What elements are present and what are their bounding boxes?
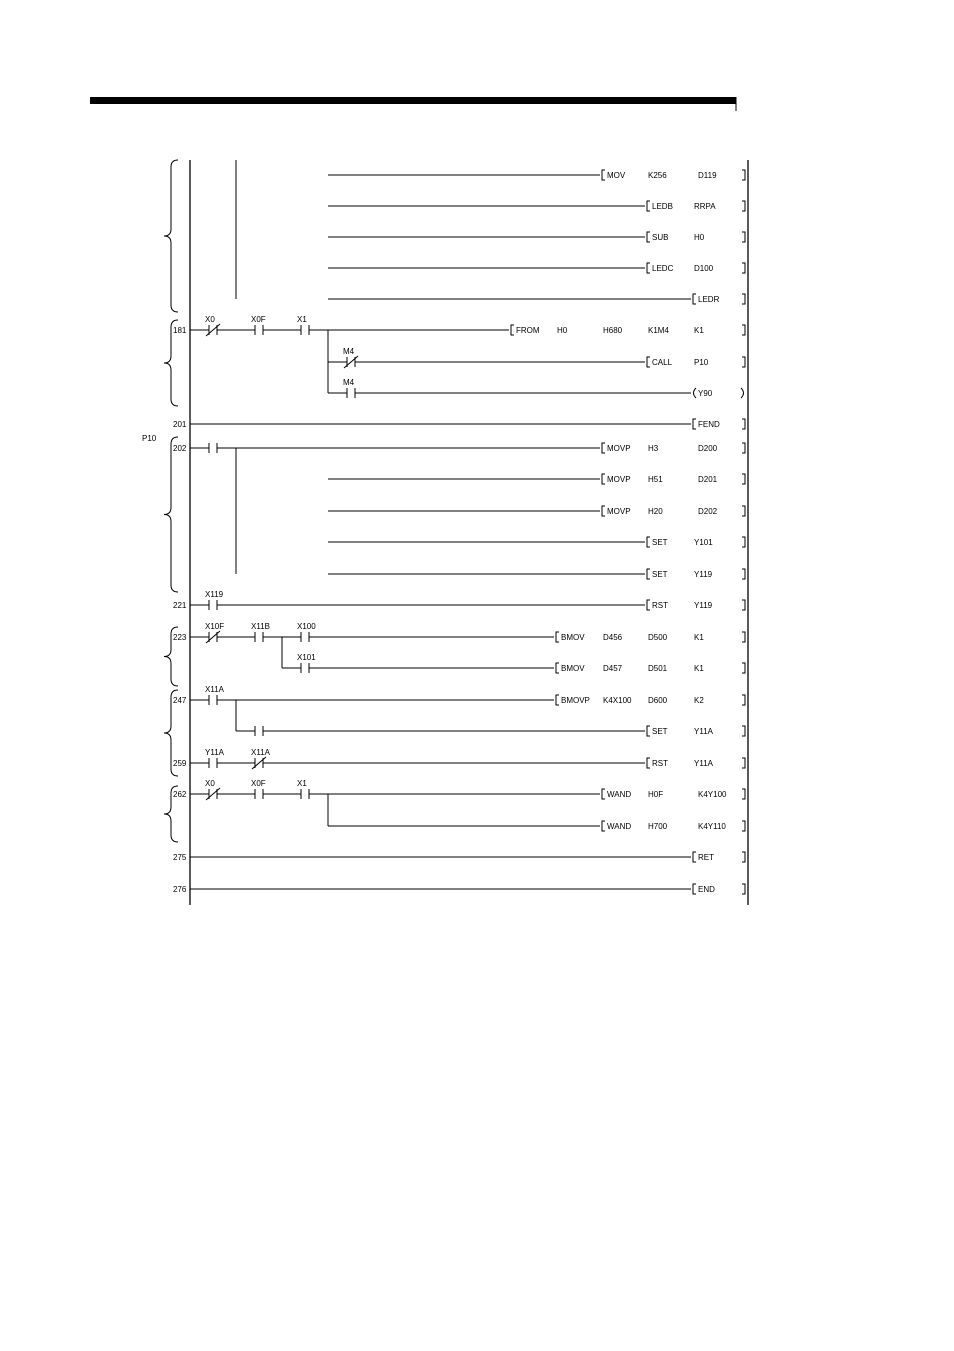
instr-left-bracket [647, 201, 650, 211]
instr-operand: D456 [603, 633, 623, 642]
instr-opcode: LEDB [652, 202, 673, 211]
instr-operand: Y119 [694, 601, 713, 610]
instr-operand: K1M4 [648, 326, 669, 335]
instr-opcode: END [698, 885, 715, 894]
instr-right-bracket [742, 419, 745, 429]
step-number: 223 [173, 633, 187, 642]
instr-opcode: RST [652, 759, 668, 768]
instr-opcode: LEDR [698, 295, 720, 304]
instr-right-bracket [742, 632, 745, 642]
instr-operand: H0 [557, 326, 568, 335]
contact-label: X11A [251, 748, 270, 757]
step-number: 202 [173, 444, 187, 453]
instr-operand: H700 [648, 822, 668, 831]
instr-left-bracket [647, 263, 650, 273]
instr-opcode: RST [652, 601, 668, 610]
instr-right-bracket [742, 789, 745, 799]
instr-opcode: RET [698, 853, 714, 862]
instr-operand: D202 [698, 507, 718, 516]
instr-operand: RRPA [694, 202, 716, 211]
instr-operand: K1 [694, 326, 704, 335]
instr-left-bracket [556, 632, 559, 642]
coil-left-paren [694, 388, 697, 398]
instr-operand: D500 [648, 633, 668, 642]
block-brace [164, 437, 178, 592]
step-number: 275 [173, 853, 187, 862]
instr-operand: D600 [648, 696, 668, 705]
instr-operand: K4Y110 [698, 822, 726, 831]
instr-opcode: MOVP [607, 444, 631, 453]
contact-label: X0F [251, 315, 266, 324]
instr-left-bracket [647, 758, 650, 768]
instr-left-bracket [693, 294, 696, 304]
instr-opcode: FROM [516, 326, 540, 335]
instr-right-bracket [742, 506, 745, 516]
contact-label: X0 [205, 315, 215, 324]
instr-opcode: WAND [607, 822, 632, 831]
instr-opcode: LEDC [652, 264, 674, 273]
contact-label: X0F [251, 779, 266, 788]
step-number: 201 [173, 420, 187, 429]
instr-left-bracket [647, 600, 650, 610]
contact-label: X0 [205, 779, 215, 788]
instr-operand: D501 [648, 664, 668, 673]
instr-opcode: SET [652, 727, 668, 736]
step-number: 247 [173, 696, 187, 705]
instr-left-bracket [647, 232, 650, 242]
step-number: 181 [173, 326, 187, 335]
instr-operand: P10 [694, 358, 709, 367]
instr-operand: Y119 [694, 570, 713, 579]
instr-operand: H20 [648, 507, 663, 516]
instr-left-bracket [602, 506, 605, 516]
step-number: 276 [173, 885, 187, 894]
instr-operand: D200 [698, 444, 718, 453]
instr-right-bracket [742, 663, 745, 673]
instr-operand: K4Y100 [698, 790, 727, 799]
instr-left-bracket [647, 537, 650, 547]
instr-operand: D119 [698, 171, 717, 180]
step-number: 259 [173, 759, 187, 768]
contact-label: M4 [343, 378, 355, 387]
contact-label: M4 [343, 347, 355, 356]
instr-left-bracket [602, 443, 605, 453]
instr-opcode: MOV [607, 171, 626, 180]
instr-left-bracket [693, 884, 696, 894]
instr-opcode: BMOVP [561, 696, 590, 705]
instr-right-bracket [742, 569, 745, 579]
instr-right-bracket [742, 201, 745, 211]
instr-opcode: CALL [652, 358, 673, 367]
contact-label: X11A [205, 685, 224, 694]
instr-left-bracket [602, 789, 605, 799]
contact-label: X11B [251, 622, 270, 631]
instr-right-bracket [742, 884, 745, 894]
pointer-label: P10 [142, 434, 157, 443]
instr-operand: K2 [694, 696, 704, 705]
step-number: 221 [173, 601, 187, 610]
block-brace [164, 160, 178, 312]
instr-operand: H51 [648, 475, 663, 484]
instr-left-bracket [602, 474, 605, 484]
instr-opcode: BMOV [561, 664, 585, 673]
instr-left-bracket [693, 852, 696, 862]
instr-left-bracket [602, 170, 605, 180]
instr-right-bracket [742, 758, 745, 768]
instr-operand: Y11A [694, 759, 713, 768]
instr-left-bracket [647, 357, 650, 367]
instr-left-bracket [693, 419, 696, 429]
contact-label: X1 [297, 315, 307, 324]
contact-label: X1 [297, 779, 307, 788]
instr-left-bracket [556, 695, 559, 705]
coil-device: Y90 [698, 389, 713, 398]
instr-opcode: SET [652, 570, 668, 579]
instr-operand: K1 [694, 664, 704, 673]
instr-operand: D457 [603, 664, 623, 673]
instr-left-bracket [602, 821, 605, 831]
instr-operand: Y11A [694, 727, 713, 736]
header-rule [90, 97, 736, 104]
contact-label: X100 [297, 622, 316, 631]
contact-label: X101 [297, 653, 316, 662]
instr-right-bracket [742, 726, 745, 736]
instr-opcode: FEND [698, 420, 720, 429]
instr-right-bracket [742, 443, 745, 453]
instr-operand: H0F [648, 790, 664, 799]
instr-opcode: SUB [652, 233, 669, 242]
instr-opcode: BMOV [561, 633, 585, 642]
contact-label: X10F [205, 622, 225, 631]
instr-operand: H0 [694, 233, 705, 242]
instr-operand: D201 [698, 475, 718, 484]
step-number: 262 [173, 790, 187, 799]
instr-left-bracket [647, 569, 650, 579]
contact-label: Y11A [205, 748, 224, 757]
instr-right-bracket [742, 294, 745, 304]
instr-right-bracket [742, 263, 745, 273]
instr-opcode: WAND [607, 790, 632, 799]
instr-operand: K1 [694, 633, 704, 642]
instr-right-bracket [742, 821, 745, 831]
instr-operand: D100 [694, 264, 714, 273]
instr-opcode: MOVP [607, 507, 631, 516]
instr-operand: Y101 [694, 538, 713, 547]
instr-right-bracket [742, 474, 745, 484]
instr-opcode: MOVP [607, 475, 631, 484]
instr-right-bracket [742, 325, 745, 335]
instr-left-bracket [511, 325, 514, 335]
instr-right-bracket [742, 600, 745, 610]
instr-left-bracket [647, 726, 650, 736]
instr-right-bracket [742, 170, 745, 180]
instr-left-bracket [556, 663, 559, 673]
instr-right-bracket [742, 695, 745, 705]
instr-right-bracket [742, 232, 745, 242]
coil-right-paren [741, 388, 744, 398]
instr-right-bracket [742, 852, 745, 862]
instr-right-bracket [742, 537, 745, 547]
instr-operand: K256 [648, 171, 667, 180]
instr-opcode: SET [652, 538, 668, 547]
instr-operand: H3 [648, 444, 659, 453]
instr-operand: H680 [603, 326, 623, 335]
instr-operand: K4X100 [603, 696, 632, 705]
instr-right-bracket [742, 357, 745, 367]
contact-label: X119 [205, 590, 224, 599]
